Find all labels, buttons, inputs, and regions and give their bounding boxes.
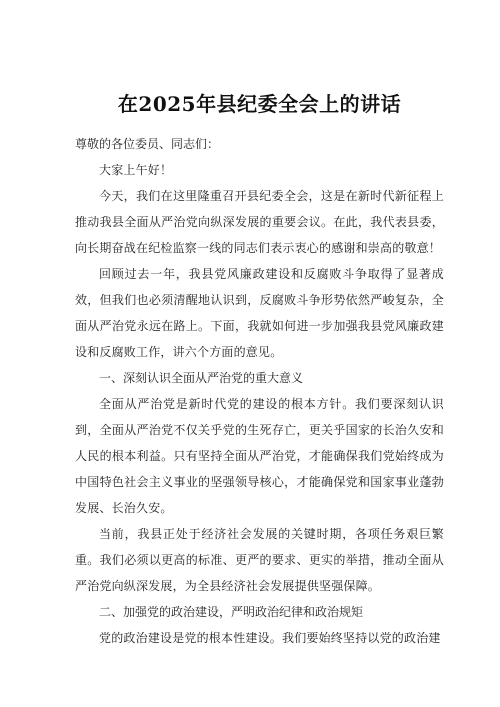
paragraph-3: 全面从严治党是新时代党的建设的根本方针。我们要深刻认识到，全面从严治党不仅关乎党的生死存亡，更关乎国家的长治久安和人民的根本利益。只有坚持全面从严治党，才能确保我们党始终成为中国特色社会主义事业的坚强领导核心，才能确保党和国家事业蓬勃发展、长治久安。 bbox=[75, 397, 444, 515]
document-title: 在2025年县纪委全会上的讲话 bbox=[117, 92, 402, 116]
paragraph-1: 今天，我们在这里隆重召开县纪委全会，这是在新时代新征程上推动我县全面从严治党向纵深发展的重要会议。在此，我代表县委，向长期奋战在纪检监察一线的同志们表示衷心的感谢和崇高的敬意！ bbox=[75, 189, 444, 255]
salutation: 尊敬的各位委员、同志们： bbox=[75, 137, 220, 151]
section-heading-2: 二、加强党的政治建设，严明政治纪律和政治规矩 bbox=[99, 605, 364, 619]
paragraph-4: 当前，我县正处于经济社会发展的关键时期，各项任务艰巨繁重。我们必须以更高的标准、更严的要求、更实的举措，推动全面从严治党向纵深发展，为全县经济社会发展提供坚强保障。 bbox=[75, 527, 444, 593]
paragraph-5: 党的政治建设是党的根本性建设。我们要始终坚持以党的政治建 bbox=[99, 631, 441, 645]
paragraph-2: 回顾过去一年，我县党风廉政建设和反腐败斗争取得了显著成效，但我们也必须清醒地认识到，反腐败斗争形势依然严峻复杂，全面从严治党永远在路上。下面，我就如何进一步加强我县党风廉政建设和反腐败工作，讲六个方面的意见。 bbox=[75, 267, 444, 359]
section-heading-1: 一、深刻认识全面从严治党的重大意义 bbox=[99, 371, 304, 385]
greeting: 大家上午好！ bbox=[99, 163, 173, 177]
